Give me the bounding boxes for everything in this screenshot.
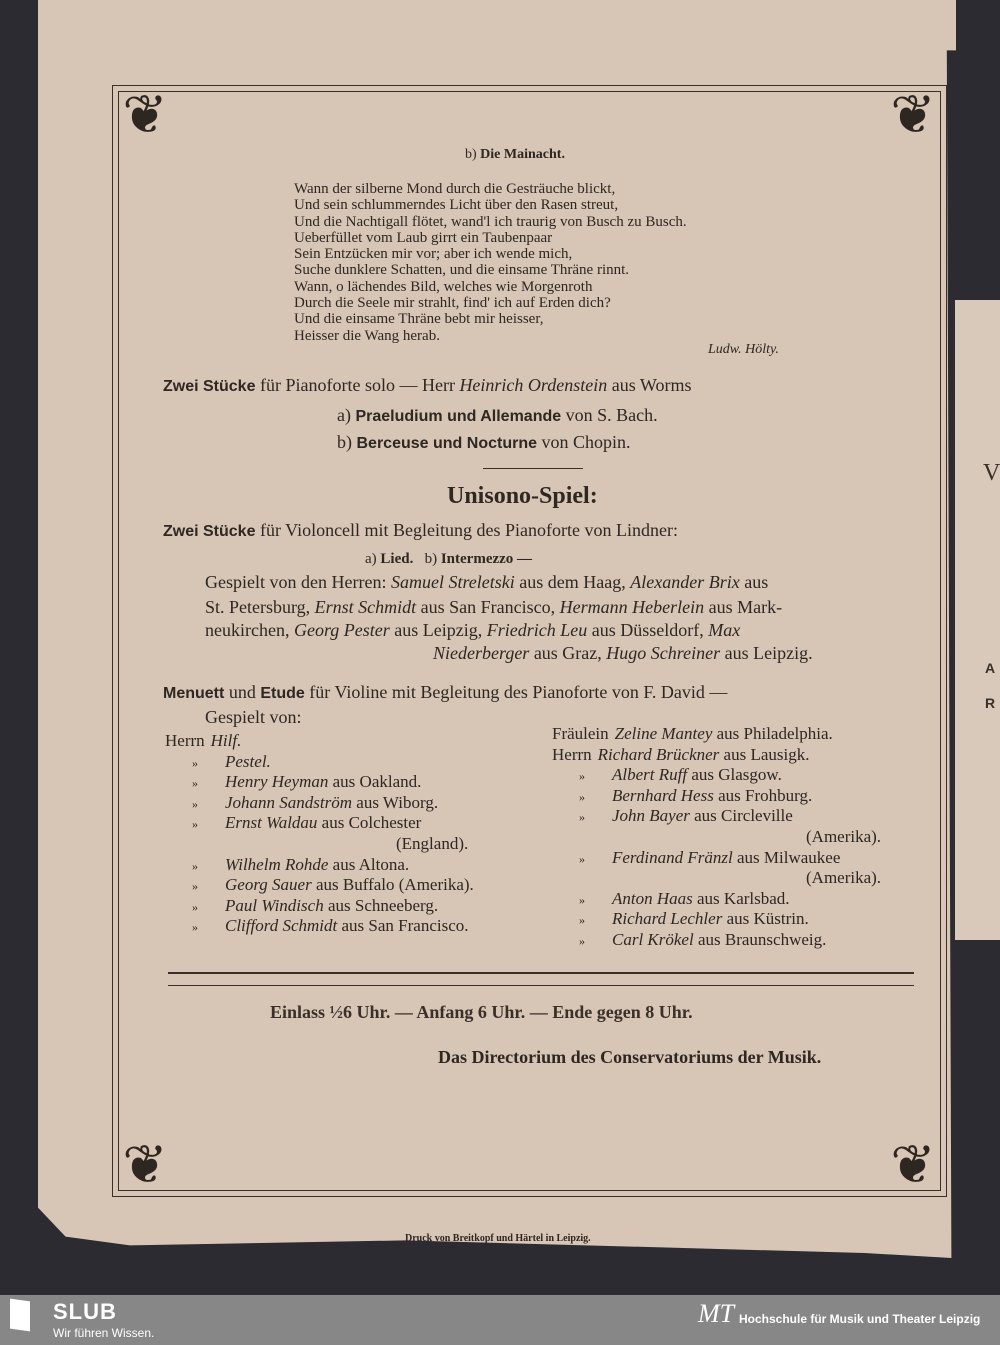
poem-text — [294, 181, 687, 344]
performers-line — [205, 572, 768, 593]
fragment: A — [985, 660, 996, 676]
performer-row — [165, 896, 438, 916]
work-title: Zwei Stücke — [163, 523, 256, 540]
text: Gespielt von den Herren: — [205, 572, 391, 592]
performer-name: Georg Pester — [293, 620, 390, 640]
performer-origin: aus Colchester — [321, 813, 422, 833]
unisono-title — [163, 520, 678, 541]
performer-origin: aus Oakland. — [332, 772, 422, 792]
performer-row — [165, 731, 241, 751]
slub-book-icon — [10, 1299, 30, 1332]
poem-line: Sein Entzücken mir vor; aber ich wende mich, — [294, 246, 573, 263]
divider — [168, 972, 914, 974]
performer-origin: aus Lausigk. — [723, 744, 810, 764]
item-label: b) — [337, 432, 352, 452]
performer-row — [800, 868, 881, 888]
performer-origin: aus Glasgow. — [691, 765, 782, 785]
text: aus Leipzig. — [720, 643, 813, 663]
fragment: V — [983, 460, 1000, 486]
poem-line: Und die Nachtigall flötet, wand'l ich traurig von Busch zu Busch. — [294, 213, 687, 230]
poem-line: Und die einsame Thräne bebt mir heisser, — [294, 311, 544, 328]
poem-line: Heisser die Wang herab. — [294, 327, 440, 344]
performer-prefix: » — [579, 913, 585, 928]
performer-prefix: » — [192, 817, 198, 832]
performer-origin: aus Karlsbad. — [697, 888, 790, 908]
performer-name: Alexander Brix — [630, 572, 740, 592]
performer-name: Henry Heyman — [225, 772, 329, 792]
performer-origin: aus Buffalo (Amerika). — [315, 875, 474, 895]
performer-row — [552, 745, 809, 765]
performer-row — [165, 752, 271, 772]
performer-name: Niederberger — [433, 643, 530, 663]
performer-row — [552, 806, 793, 826]
performer-name: Samuel Streletski — [390, 572, 515, 592]
performer-name: Clifford Schmidt — [225, 916, 338, 936]
performer-name: Richard Brückner — [597, 744, 720, 764]
text: aus dem Haag, — [514, 572, 631, 592]
work-title: Intermezzo — — [440, 551, 533, 567]
corner-ornament-icon: ❦ — [890, 1133, 936, 1196]
performer-prefix: » — [579, 769, 585, 784]
performer-origin: aus Wiborg. — [356, 792, 439, 812]
performer-row — [165, 916, 469, 936]
text: für Violine mit Begleitung des Pianoforte von F. David — — [309, 682, 728, 702]
performer-origin: aus San Francisco. — [341, 916, 469, 936]
item-label: a) — [337, 405, 351, 425]
performer-prefix: » — [579, 789, 585, 804]
work-title: Lied. — [380, 551, 414, 567]
performer-prefix: » — [192, 879, 198, 894]
unisono-items — [365, 551, 532, 568]
performer-row — [165, 855, 409, 875]
poem-line: Durch die Seele mir strahlt, find' ich auf Erden dich? — [294, 295, 611, 312]
text: St. Petersburg, — [205, 597, 315, 617]
performer-row — [165, 793, 438, 813]
performer-name: Ernst Schmidt — [314, 597, 417, 617]
performer-prefix: » — [579, 934, 585, 948]
composer: von S. Bach. — [565, 405, 658, 425]
violin-title — [163, 682, 727, 703]
performer-name: Albert Ruff — [612, 765, 688, 785]
text: aus Mark- — [704, 597, 783, 617]
text: aus San Francisco, — [416, 597, 560, 617]
text: für Pianoforte solo — Herr — [259, 375, 455, 395]
work-title: Menuett — [163, 685, 225, 702]
performer-name: Richard Lechler — [612, 909, 723, 929]
text: aus Graz, — [529, 643, 607, 663]
performer-name: Zeline Mantey — [614, 724, 713, 743]
piano-item-b — [337, 432, 631, 453]
adjacent-page-edge — [955, 300, 1000, 940]
performer-prefix: » — [192, 796, 198, 811]
performer-prefix: » — [192, 776, 198, 791]
hmt-logo-icon[interactable]: MT — [698, 1299, 735, 1328]
performer-origin: (Amerika). — [806, 868, 882, 888]
performer-row — [800, 827, 881, 847]
performer-origin: (England). — [396, 834, 469, 853]
slub-tagline: Wir führen Wissen. — [53, 1326, 155, 1340]
poem-author: Ludw. Hölty. — [708, 342, 779, 357]
poem-title: Die Mainacht. — [480, 147, 565, 162]
performer-name: Heinrich Ordenstein — [459, 375, 608, 395]
item-label: b) — [465, 147, 477, 162]
performer-row — [165, 813, 421, 833]
performer-origin: (Amerika). — [806, 827, 882, 846]
performer-origin: aus Schneeberg. — [327, 895, 439, 915]
work-title: Zwei Stücke — [163, 378, 256, 395]
performer-name: Hugo Schreiner — [606, 643, 721, 663]
performer-row — [552, 909, 809, 929]
performer-name: Max — [708, 620, 741, 640]
performer-prefix: » — [579, 810, 585, 825]
performer-origin: aus Philadelphia. — [716, 724, 833, 743]
divider — [168, 985, 914, 986]
composer: von Chopin. — [541, 432, 631, 452]
performer-prefix: Herrn — [552, 744, 592, 764]
played-by: Gespielt von: — [205, 707, 302, 727]
performer-name: Ernst Waldau — [225, 813, 318, 833]
footer-bar — [0, 1295, 1000, 1345]
work-title: Etude — [260, 685, 305, 702]
performer-name: John Bayer — [612, 806, 690, 826]
item-label: b) — [424, 551, 438, 567]
text: aus — [739, 572, 769, 592]
poem-line: Wann, o lächendes Bild, welches wie Morgenroth — [294, 278, 593, 295]
performer-name: Hilf. — [210, 731, 242, 750]
performer-row — [165, 875, 474, 895]
corner-ornament-icon: ❦ — [122, 1133, 168, 1196]
performers-line — [433, 643, 813, 664]
printer-note: Druck von Breitkopf und Härtel in Leipzig. — [405, 1233, 591, 1244]
performer-row — [552, 889, 790, 909]
performer-prefix: » — [192, 755, 198, 770]
performer-row — [552, 848, 840, 868]
item-label: a) — [365, 551, 377, 567]
origin: aus Worms — [611, 375, 692, 395]
text: neukirchen, — [205, 620, 294, 640]
hmt-name: Hochschule für Musik und Theater Leipzig — [739, 1312, 981, 1326]
section-heading: Unisono-Spiel: — [447, 483, 598, 509]
performer-row — [165, 772, 421, 792]
corner-ornament-icon: ❦ — [890, 83, 936, 146]
text: aus Düsseldorf, — [587, 620, 709, 640]
performer-name: Ferdinand Fränzl — [612, 847, 733, 867]
performer-name: Bernhard Hess — [612, 785, 714, 805]
slub-logo[interactable]: SLUB — [53, 1299, 117, 1324]
text: und — [228, 682, 256, 702]
performer-prefix: Fräulein — [552, 724, 609, 743]
performer-prefix: » — [579, 892, 585, 907]
performer-prefix: » — [192, 920, 198, 935]
work-title: Berceuse und Nocturne — [356, 435, 537, 452]
text: für Violoncell mit Begleitung des Pianoforte von Lindner: — [259, 520, 678, 540]
performer-origin: aus Frohburg. — [718, 785, 813, 805]
signature: Das Directorium des Conservatoriums der Musik. — [438, 1047, 822, 1067]
performer-origin: aus Küstrin. — [726, 909, 809, 929]
performer-origin: aus Braunschweig. — [697, 930, 827, 949]
performer-row — [552, 930, 826, 950]
performer-row — [552, 765, 782, 785]
work-title: Praeludium und Allemande — [355, 408, 562, 425]
piano-title — [163, 375, 691, 396]
performer-prefix: » — [192, 858, 198, 873]
performer-name: Georg Sauer — [225, 875, 312, 895]
performer-prefix: » — [192, 899, 198, 914]
poem-heading — [465, 147, 565, 163]
performer-name: Anton Haas — [612, 888, 693, 908]
performers-line — [205, 620, 740, 641]
concert-times: Einlass ½6 Uhr. — Anfang 6 Uhr. — Ende gegen 8 Uhr. — [270, 1002, 693, 1022]
poem-line: Ueberfüllet vom Laub girrt ein Taubenpaar — [294, 229, 553, 246]
performers-line — [205, 597, 782, 618]
performer-origin: aus Milwaukee — [736, 847, 841, 867]
performer-row — [552, 724, 833, 744]
performer-name: Johann Sandström — [225, 792, 353, 812]
poem-line: Und sein schlummerndes Licht über den Rasen streut, — [294, 197, 619, 214]
piano-item-a — [337, 405, 658, 426]
divider — [483, 468, 583, 469]
performer-row — [390, 834, 468, 854]
performer-name: Pestel. — [225, 751, 271, 771]
performer-name: Paul Windisch — [225, 895, 324, 915]
performer-origin: aus Altona. — [332, 854, 410, 874]
performer-row — [552, 786, 812, 806]
performer-name: Wilhelm Rohde — [225, 854, 329, 874]
performer-prefix: Herrn — [165, 731, 205, 750]
performer-name: Friedrich Leu — [486, 620, 588, 640]
performer-prefix: » — [579, 851, 585, 866]
performer-name: Hermann Heberlein — [559, 597, 705, 617]
fragment: R — [985, 695, 996, 711]
poem-line: Wann der silberne Mond durch die Gesträuche blickt, — [294, 181, 616, 197]
corner-ornament-icon: ❦ — [122, 83, 168, 146]
poem-line: Suche dunklere Schatten, und die einsame Thräne rinnt. — [294, 262, 630, 279]
text: aus Leipzig, — [389, 620, 487, 640]
performer-name: Carl Krökel — [612, 930, 694, 949]
performer-origin: aus Circleville — [694, 806, 793, 826]
